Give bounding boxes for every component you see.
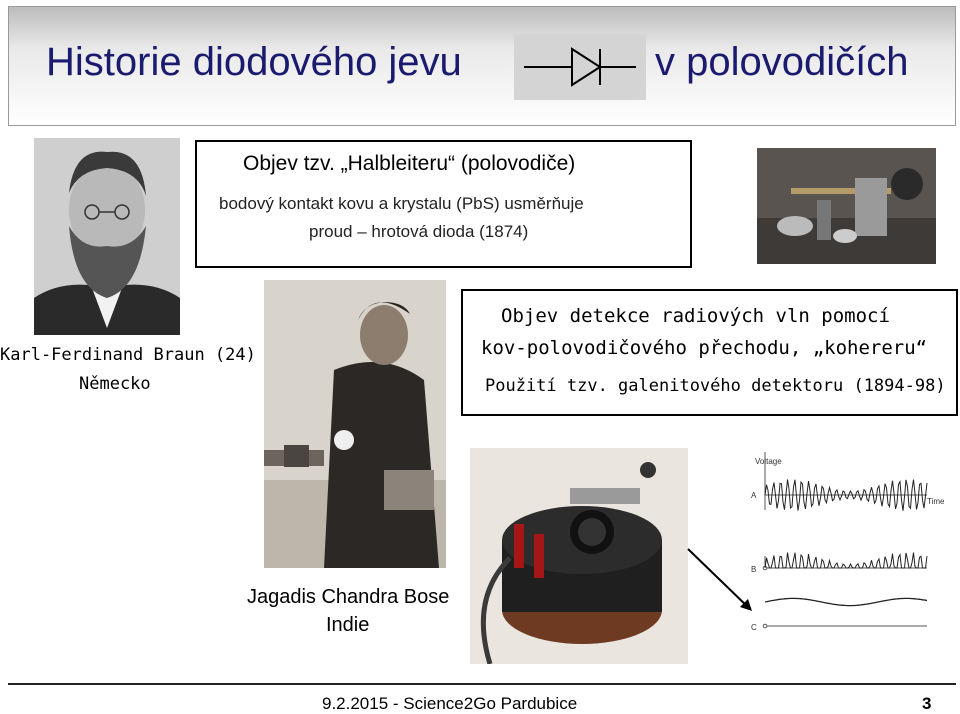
- radio-line-1: Objev detekce radiových vln pomocí: [501, 305, 890, 327]
- point-contact-detector-photo: [757, 148, 936, 264]
- halbleiter-heading: Objev tzv. „Halbleiteru“ (polovodiče): [243, 152, 576, 175]
- braun-name: Karl-Ferdinand Braun (24): [0, 345, 256, 365]
- braun-country: Německo: [79, 374, 151, 394]
- halbleiter-discovery-box: [195, 140, 692, 268]
- waveform-label-b: B: [751, 565, 757, 574]
- footer-text: 9.2.2015 - Science2Go Pardubice: [322, 694, 578, 713]
- halbleiter-line-1: bodový kontakt kovu a krystalu (PbS) usměrňuje: [219, 194, 584, 213]
- waveform-c: [765, 598, 927, 605]
- bose-country: Indie: [326, 614, 370, 636]
- slide-title-left: Historie diodového jevu: [46, 40, 462, 84]
- radio-line-3: Použití tzv. galenitového detektoru (1894-98): [485, 376, 946, 396]
- bose-photo: [264, 280, 446, 568]
- page-number: 3: [922, 694, 932, 713]
- waveform-time-label: Time: [927, 497, 945, 506]
- halbleiter-line-2: proud – hrotová dioda (1874): [309, 222, 529, 241]
- braun-portrait: [34, 138, 180, 335]
- radio-detection-box: [461, 289, 958, 416]
- slide-title-right: v polovodičích: [655, 40, 909, 84]
- waveform-b: [765, 553, 927, 569]
- diode-symbol-icon: [514, 34, 646, 100]
- waveform-diagram: [745, 448, 955, 668]
- galena-detector-photo: [470, 448, 688, 664]
- waveform-label-a: A: [751, 491, 757, 500]
- waveform-voltage-label: Voltage: [755, 457, 782, 466]
- waveform-label-c: C: [751, 623, 757, 632]
- footer-divider: [8, 683, 956, 685]
- radio-line-2: kov-polovodičového přechodu, „kohereru“: [481, 337, 928, 359]
- bose-name: Jagadis Chandra Bose: [247, 586, 450, 608]
